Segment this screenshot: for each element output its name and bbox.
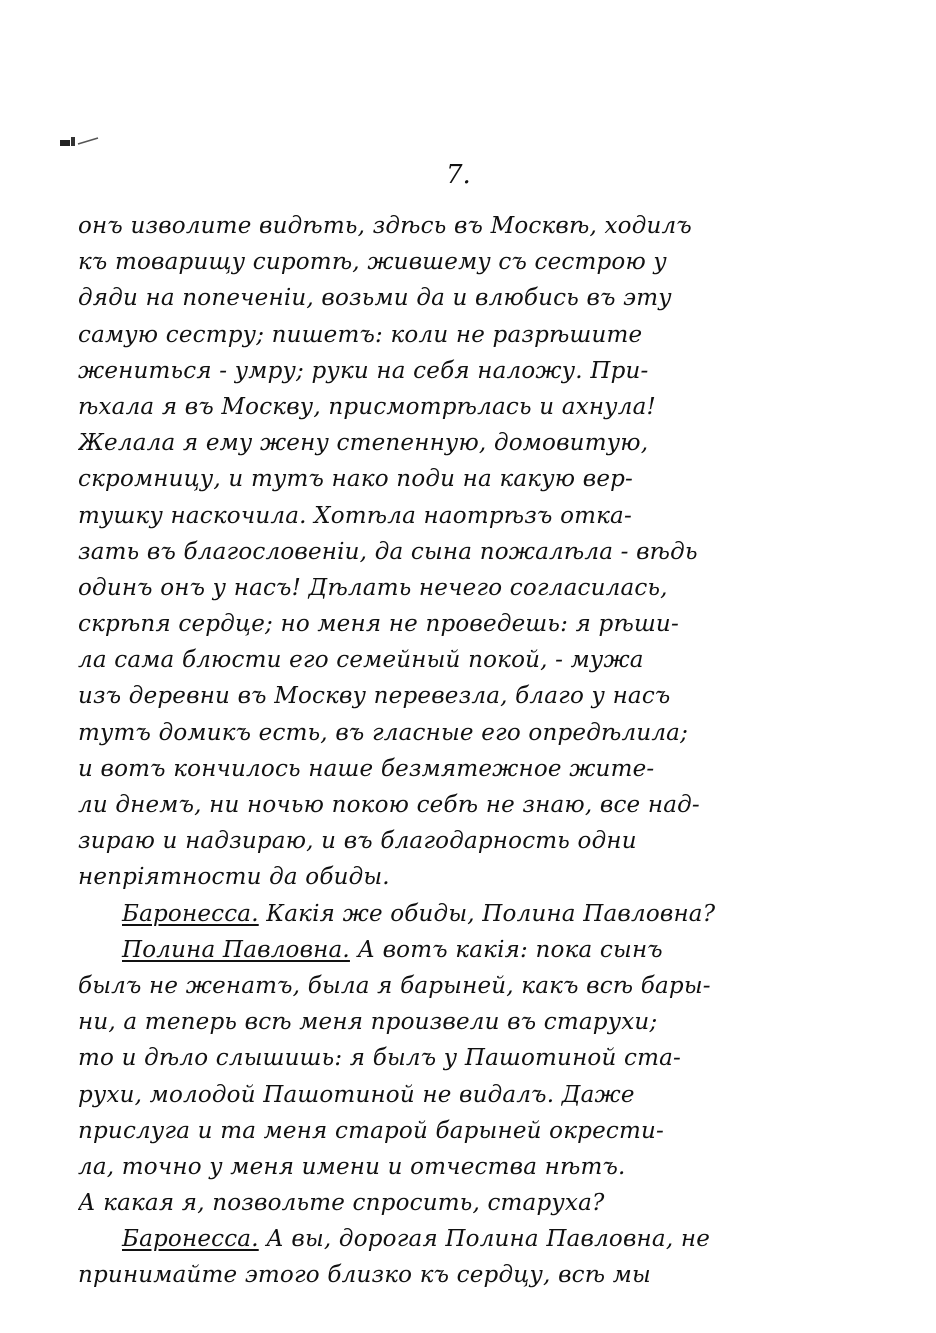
line-text: тутъ домикъ есть, въ гласные его опредѣлила; bbox=[78, 719, 689, 746]
line-text: зираю и надзираю, и въ благодарность одни bbox=[78, 828, 637, 855]
line-text: непріятности да обиды. bbox=[78, 864, 390, 891]
line-text: жениться - умру; руки на себя наложу. При- bbox=[78, 357, 649, 384]
text-line bbox=[78, 1004, 878, 1040]
text-line bbox=[78, 208, 878, 244]
text-line bbox=[78, 353, 878, 389]
text-line bbox=[78, 715, 878, 751]
text-line bbox=[78, 317, 878, 353]
text-line bbox=[78, 1221, 878, 1257]
line-text: А вотъ какія: пока сынъ bbox=[357, 936, 663, 963]
line-text: былъ не женатъ, была я барыней, какъ всѣ бары- bbox=[78, 972, 711, 999]
line-text: самую сестру; пишетъ: коли не разрѣшите bbox=[78, 321, 643, 348]
line-text: прислуга и та меня старой барыней окрести- bbox=[78, 1117, 664, 1144]
line-text: А вы, дорогая Полина Павловна, не bbox=[266, 1226, 711, 1253]
speaker-name: Баронесса. bbox=[122, 900, 259, 927]
line-text: А какая я, позвольте спросить, старуха? bbox=[78, 1190, 605, 1217]
line-text: тушку наскочила. Хотѣла наотрѣзъ отка- bbox=[78, 502, 632, 529]
text-line bbox=[78, 1185, 878, 1221]
text-line bbox=[78, 1149, 878, 1185]
handwritten-text-block bbox=[78, 208, 878, 1294]
text-line bbox=[78, 823, 878, 859]
line-text: Какія же обиды, Полина Павловна? bbox=[266, 900, 716, 927]
text-line bbox=[78, 389, 878, 425]
text-line bbox=[78, 859, 878, 895]
text-line bbox=[78, 896, 878, 932]
text-line bbox=[78, 244, 878, 280]
text-line bbox=[78, 498, 878, 534]
text-line bbox=[78, 678, 878, 714]
line-text: зать въ благословеніи, да сына пожалѣла - вѣдь bbox=[78, 538, 698, 565]
text-line bbox=[78, 425, 878, 461]
line-text: ни, а теперь всѣ меня произвели въ старухи; bbox=[78, 1009, 658, 1036]
text-line bbox=[78, 787, 878, 823]
text-line bbox=[78, 1257, 878, 1293]
text-line bbox=[78, 534, 878, 570]
line-text: скромницу, и тутъ нако поди на какую вер- bbox=[78, 466, 634, 493]
page-number: 7. bbox=[446, 160, 471, 190]
line-text: ли днемъ, ни ночью покою себѣ не знаю, все над- bbox=[78, 792, 700, 818]
line-text: скрѣпя сердце; но меня не проведешь: я рѣши- bbox=[78, 611, 679, 638]
line-text: изъ деревни въ Москву перевезла, благо у насъ bbox=[78, 683, 671, 710]
text-line bbox=[78, 1040, 878, 1076]
text-line bbox=[78, 1077, 878, 1113]
text-line bbox=[78, 751, 878, 787]
text-line bbox=[78, 932, 878, 968]
line-text: ла сама блюсти его семейный покой, - мужа bbox=[78, 647, 644, 674]
line-text: рухи, молодой Пашотиной не видалъ. Даже bbox=[78, 1081, 635, 1108]
text-line bbox=[78, 1113, 878, 1149]
line-text: ѣхала я въ Москву, присмотрѣлась и ахнула! bbox=[78, 393, 656, 420]
text-line bbox=[78, 280, 878, 316]
line-text: къ товарищу сиротѣ, жившему съ сестрою у bbox=[78, 249, 667, 276]
line-text: Желала я ему жену степенную, домовитую, bbox=[78, 430, 649, 457]
line-text: ла, точно у меня имени и отчества нѣтъ. bbox=[78, 1153, 626, 1180]
scan-mark-icon bbox=[58, 134, 100, 150]
line-text: то и дѣло слышишь: я былъ у Пашотиной ста- bbox=[78, 1045, 681, 1072]
text-line bbox=[78, 968, 878, 1004]
text-line bbox=[78, 606, 878, 642]
line-text: дяди на попеченіи, возьми да и влюбись въ эту bbox=[78, 285, 672, 312]
line-text: онъ изволите видѣть, здѣсь въ Москвѣ, ходилъ bbox=[78, 213, 692, 239]
line-text: и вотъ кончилось наше безмятежное жите- bbox=[78, 755, 655, 782]
line-text: одинъ онъ у насъ! Дѣлать нечего согласилась, bbox=[78, 574, 668, 601]
speaker-name: Полина Павловна. bbox=[122, 936, 350, 963]
text-line bbox=[78, 461, 878, 497]
speaker-name: Баронесса. bbox=[122, 1226, 259, 1253]
text-line bbox=[78, 642, 878, 678]
line-text: принимайте этого близко къ сердцу, всѣ мы bbox=[78, 1262, 651, 1289]
text-line bbox=[78, 570, 878, 606]
